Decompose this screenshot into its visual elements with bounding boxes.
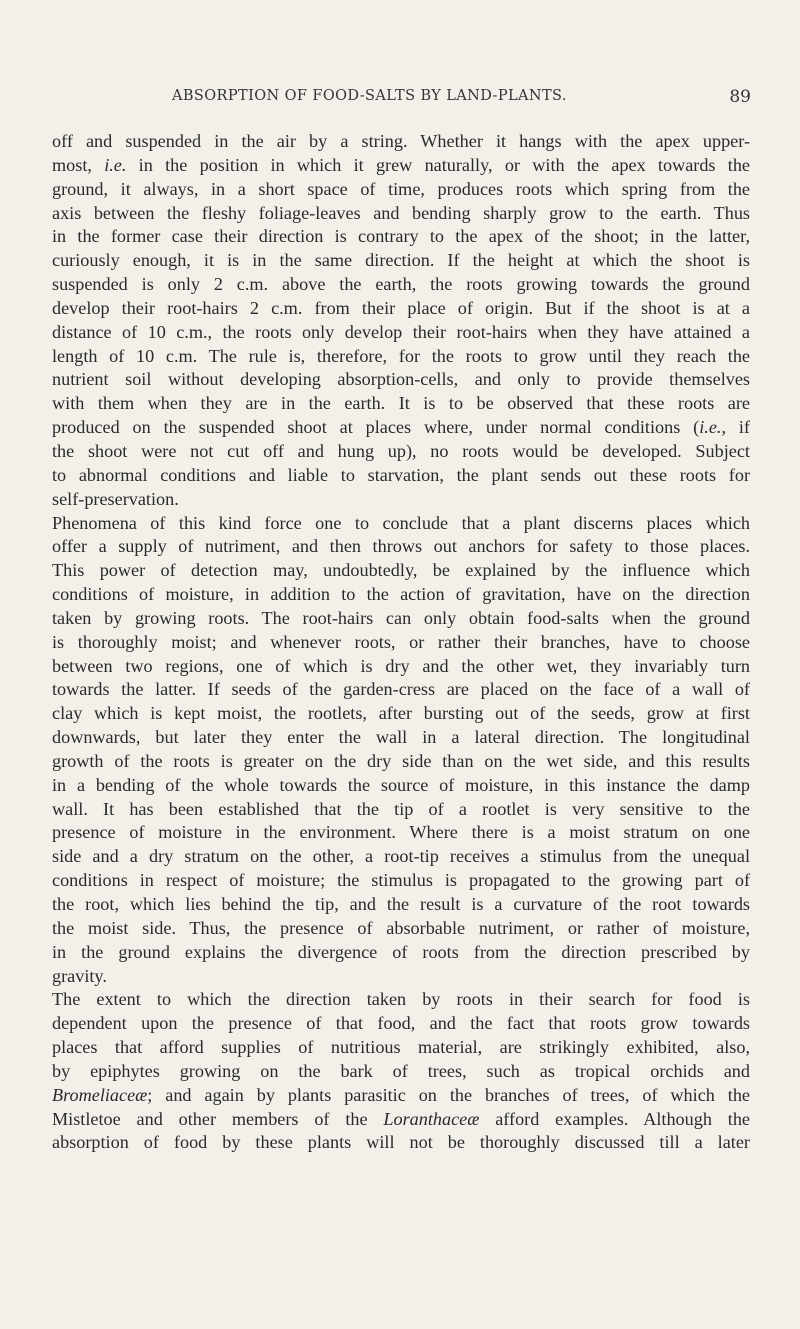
text-line: length of 10 c.m. The rule is, therefore, for the roots to grow until they reach the <box>52 345 750 366</box>
text-line: self-preservation. <box>52 488 179 509</box>
text-line: the moist side. Thus, the presence of absorbable nutriment, or rather of moisture, <box>52 917 750 938</box>
text-line: distance of 10 c.m., the roots only develop their root-hairs when they have attained a <box>52 321 750 342</box>
paragraph-1 <box>52 130 750 512</box>
page-number: 89 <box>729 87 751 107</box>
text-line: The extent to which the direction taken by roots in their search for food is <box>52 989 750 1010</box>
paragraph-2 <box>52 512 750 989</box>
text-line: wall. It has been established that the tip of a rootlet is very sensitive to the <box>52 798 750 819</box>
text-line: in a bending of the whole towards the source of moisture, in this instance the damp <box>52 774 750 795</box>
text-line: between two regions, one of which is dry and the other wet, they invariably turn <box>52 655 750 676</box>
text-line: downwards, but later they enter the wall in a lateral direction. The longitudinal <box>52 727 750 748</box>
text-line: offer a supply of nutriment, and then throws out anchors for safety to those places. <box>52 536 750 557</box>
text-line: Phenomena of this kind force one to conclude that a plant discerns places which <box>52 512 750 533</box>
text-line: absorption of food by these plants will not be thoroughly discussed till a later <box>52 1132 750 1153</box>
text-line: axis between the fleshy foliage-leaves and bending sharply grow to the earth. Thus <box>52 202 750 223</box>
text-line: by epiphytes growing on the bark of trees, such as tropical orchids and <box>52 1060 750 1081</box>
text-line: nutrient soil without developing absorption-cells, and only to provide themselves <box>52 369 750 390</box>
text-line: growth of the roots is greater on the dry side than on the wet side, and this results <box>52 750 750 771</box>
text-line: side and a dry stratum on the other, a root-tip receives a stimulus from the unequal <box>52 846 750 867</box>
text-line: Bromeliaceæ; and again by plants parasitic on the branches of trees, of which the <box>52 1084 750 1105</box>
text-line: dependent upon the presence of that food, and the fact that roots grow towards <box>52 1013 750 1034</box>
text-line: in the ground explains the divergence of roots from the direction prescribed by <box>52 941 750 962</box>
text-line: the root, which lies behind the tip, and the result is a curvature of the root towards <box>52 894 750 914</box>
text-line: to abnormal conditions and liable to starvation, the plant sends out these roots for <box>52 464 750 485</box>
text-line: is thoroughly moist; and whenever roots, or rather their branches, have to choose <box>52 631 750 652</box>
text-line: off and suspended in the air by a string. Whether it hangs with the apex upper- <box>52 131 750 151</box>
text-line: the shoot were not cut off and hung up), no roots would be developed. Subject <box>52 440 750 461</box>
text-line: curiously enough, it is in the same direction. If the height at which the shoot is <box>52 250 750 271</box>
text-line: clay which is kept moist, the rootlets, after bursting out of the seeds, grow at first <box>52 703 750 724</box>
text-line: conditions in respect of moisture; the stimulus is propagated to the growing part of <box>52 870 750 891</box>
text-line: with them when they are in the earth. It is to be observed that these roots are <box>52 393 750 414</box>
text-line: ground, it always, in a short space of time, produces roots which spring from the <box>52 178 750 199</box>
text-line: presence of moisture in the environment. Where there is a moist stratum on one <box>52 822 750 843</box>
text-line: Mistletoe and other members of the Loranthaceæ afford examples. Although the <box>52 1108 750 1129</box>
text-line: develop their root-hairs 2 c.m. from their place of origin. But if the shoot is at a <box>52 297 750 318</box>
text-line: most, i.e. in the position in which it grew naturally, or with the apex towards the <box>52 154 750 175</box>
running-head: ABSORPTION OF FOOD-SALTS BY LAND-PLANTS. <box>172 88 567 104</box>
text-line: taken by growing roots. The root-hairs can only obtain food-salts when the ground <box>52 607 750 628</box>
body-text <box>52 130 750 1155</box>
text-line: suspended is only 2 c.m. above the earth, the roots growing towards the ground <box>52 274 750 295</box>
text-line: in the former case their direction is contrary to the apex of the shoot; in the latter, <box>52 226 750 247</box>
text-line: places that afford supplies of nutritious material, are strikingly exhibited, also, <box>52 1037 750 1058</box>
paragraph-3 <box>52 988 750 1155</box>
text-line: towards the latter. If seeds of the garden-cress are placed on the face of a wall of <box>52 679 750 700</box>
text-line: produced on the suspended shoot at places where, under normal conditions (i.e., if <box>52 417 750 438</box>
text-line: conditions of moisture, in addition to the action of gravitation, have on the direction <box>52 584 750 605</box>
text-line: This power of detection may, undoubtedly, be explained by the influence which <box>52 560 750 581</box>
text-line: gravity. <box>52 965 107 986</box>
